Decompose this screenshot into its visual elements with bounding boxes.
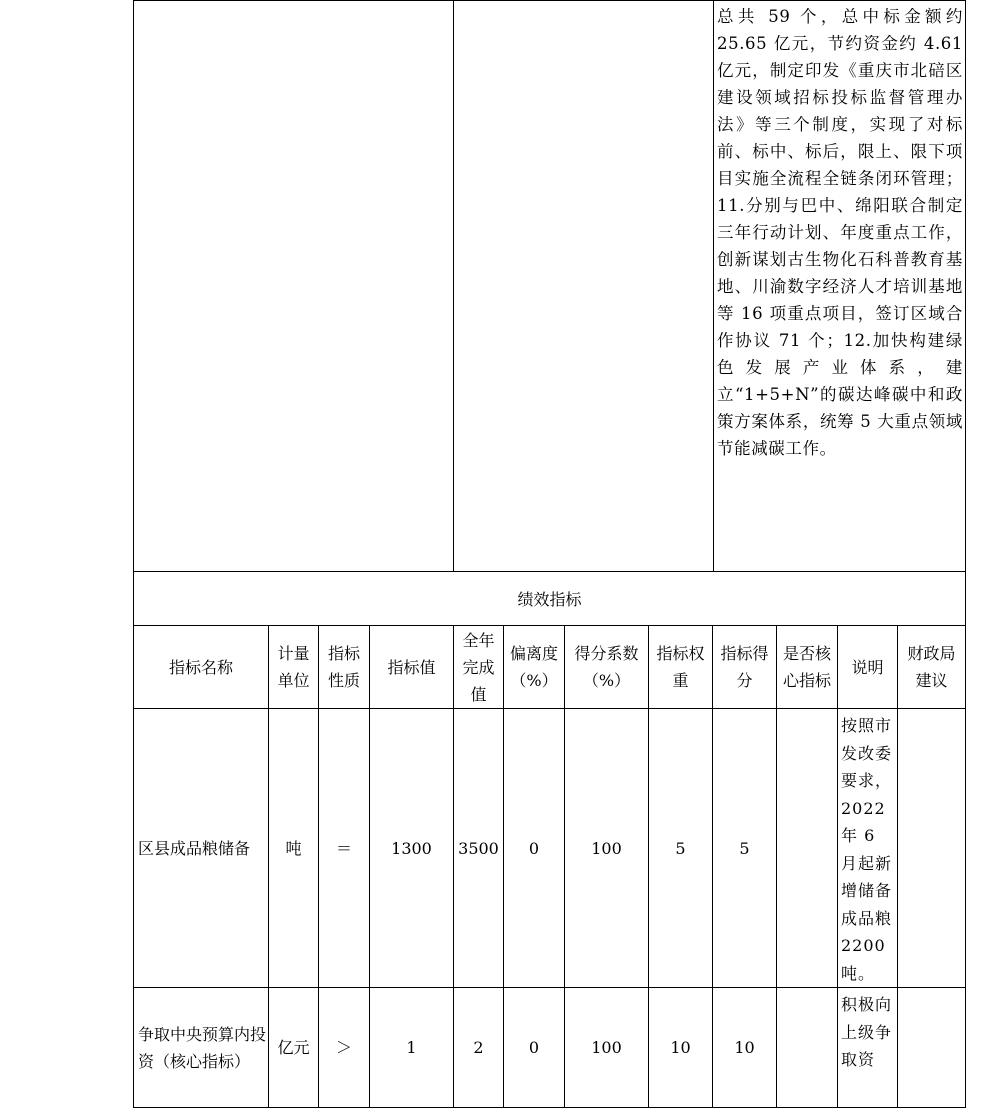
row-core: [777, 988, 838, 1108]
report-sheet: [133, 0, 965, 1108]
row-name: 争取中央预算内投资（核心指标）: [134, 988, 269, 1108]
header-row: [134, 626, 966, 709]
col-header-nature: 指标性质: [319, 626, 370, 709]
section-title-row: [134, 572, 966, 626]
row-target: 1300: [370, 709, 454, 988]
col-header-deviation: 偏离度（%）: [504, 626, 565, 709]
row-nature: ＞: [319, 988, 370, 1108]
row-score: 10: [713, 988, 777, 1108]
col-header-advice: 财政局建议: [898, 626, 966, 709]
section-title: 绩效指标: [134, 572, 966, 626]
col-header-actual: 全年完成值: [454, 626, 504, 709]
row-coef: 100: [565, 709, 649, 988]
row-unit: 亿元: [269, 988, 319, 1108]
empty-cell-middle: [454, 1, 714, 572]
metrics-table: [133, 625, 966, 1108]
row-nature: ＝: [319, 709, 370, 988]
col-header-coef: 得分系数（%）: [565, 626, 649, 709]
row-note: 按照市发改委要求，2022 年 6 月起新增储备成品粮 2200 吨。: [838, 709, 898, 988]
col-header-core: 是否核心指标: [777, 626, 838, 709]
col-header-score: 指标得分: [713, 626, 777, 709]
row-advice: [898, 988, 966, 1108]
table-row: [134, 709, 966, 988]
row-score: 5: [713, 709, 777, 988]
row-unit: 吨: [269, 709, 319, 988]
row-core: [777, 709, 838, 988]
row-deviation: 0: [504, 709, 565, 988]
empty-cell-left: [134, 1, 454, 572]
col-header-name: 指标名称: [134, 626, 269, 709]
col-header-unit: 计量单位: [269, 626, 319, 709]
narrative-row: [134, 1, 966, 572]
row-coef: 100: [565, 988, 649, 1108]
table-row: [134, 988, 966, 1108]
row-actual: 2: [454, 988, 504, 1108]
row-note: 积极向上级争取资: [838, 988, 898, 1108]
row-deviation: 0: [504, 988, 565, 1108]
narrative-text: 总共 59 个，总中标金额约 25.65 亿元，节约资金约 4.61 亿元，制定印发《重庆市北碚区建设领域招标投标监督管理办法》等三个制度，实现了对标前、标中、标后，限上、限下项目实施全流程全链条闭环管理；11.分别与巴中、绵阳联合制定三年行动计划、年度重点工作，创新谋划古生物化石科普教育基地、川渝数字经济人才培训基地等 16 项重点项目，签订区域合作协议 71 个；12.加快构建绿色发展产业体系，建立“1+5+N”的碳达峰碳中和政策方案体系，统筹 5 大重点领域节能减碳工作。: [714, 1, 966, 572]
col-header-target: 指标值: [370, 626, 454, 709]
col-header-note: 说明: [838, 626, 898, 709]
row-weight: 10: [649, 988, 713, 1108]
row-name: 区县成品粮储备: [134, 709, 269, 988]
row-advice: [898, 709, 966, 988]
summary-table: [133, 0, 966, 626]
row-target: 1: [370, 988, 454, 1108]
col-header-weight: 指标权重: [649, 626, 713, 709]
row-weight: 5: [649, 709, 713, 988]
row-actual: 3500: [454, 709, 504, 988]
